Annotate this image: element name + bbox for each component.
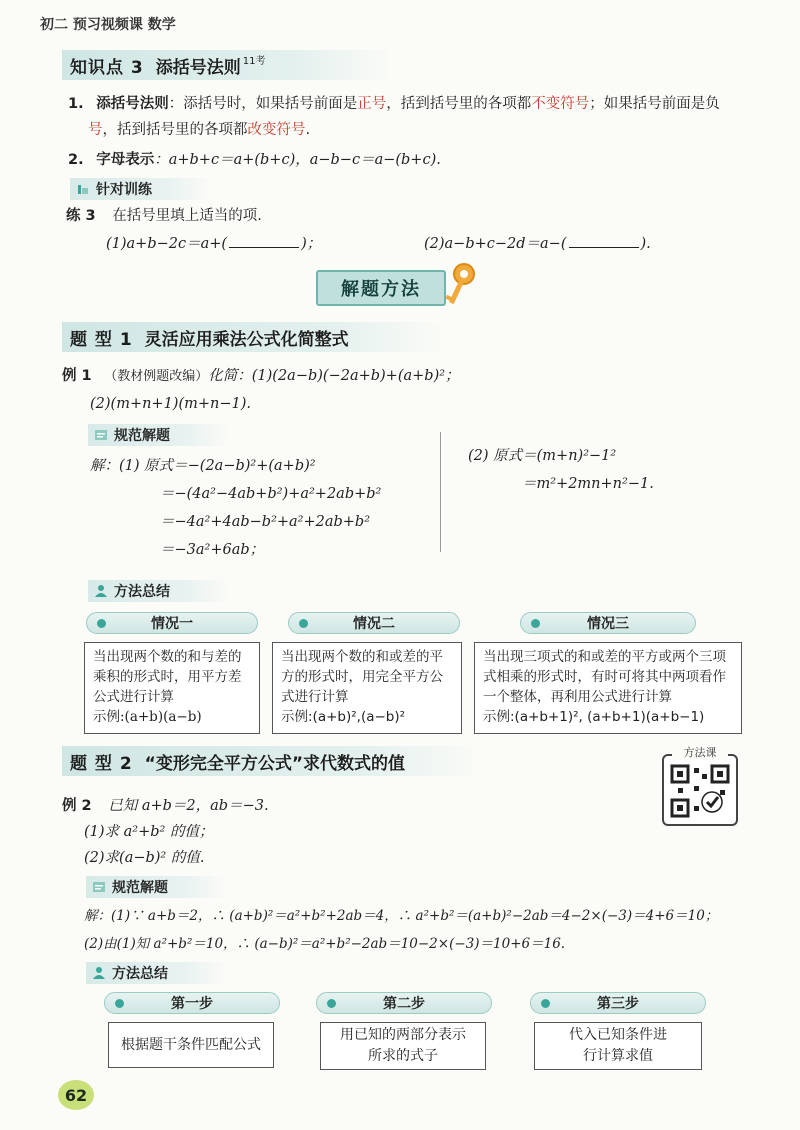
knowledge-point-bar bbox=[62, 50, 392, 80]
case-2-example: 示例:(a+b)²,(a−b)² bbox=[281, 709, 406, 725]
drill-q2 bbox=[424, 232, 651, 256]
rule-2-line bbox=[68, 148, 441, 172]
solution-tag-2 bbox=[86, 876, 226, 898]
type-1-bar bbox=[62, 322, 442, 352]
example-1-line-2: (2)(m+n+1)(m+n−1). bbox=[90, 396, 252, 412]
bullet-icon bbox=[115, 999, 124, 1008]
rule-1-text-e: . bbox=[305, 122, 311, 138]
knowledge-point-label: 知识点 3 bbox=[70, 57, 144, 78]
sol1-left-3: ＝−3a²+6ab； bbox=[160, 542, 265, 558]
drill-prompt: 在括号里填上适当的项. bbox=[112, 208, 262, 224]
case-1-example: 示例:(a+b)(a−b) bbox=[93, 709, 202, 725]
type-2-bar bbox=[62, 746, 482, 776]
type-1-label: 题 型 1 bbox=[70, 329, 133, 350]
keyword-positive: 正号 bbox=[357, 96, 387, 112]
case-3-example: 示例:(a+b+1)², (a+b+1)(a+b−1) bbox=[483, 709, 705, 725]
case-3-box bbox=[474, 642, 742, 734]
step-2-head bbox=[316, 992, 492, 1014]
example-2-label: 例 2 bbox=[62, 798, 92, 814]
step-2-title: 第二步 bbox=[383, 996, 425, 1012]
rule-1-line-2 bbox=[88, 118, 310, 142]
drill-tag bbox=[70, 178, 210, 200]
drill-label: 练 3 bbox=[66, 208, 96, 224]
step-1-head bbox=[104, 992, 280, 1014]
type-2-label: 题 型 2 bbox=[70, 753, 133, 774]
step-1-title: 第一步 bbox=[171, 996, 213, 1012]
sol1-right-1: ＝m²+2mn+n²−1. bbox=[522, 476, 654, 492]
drill-q1-close: )； bbox=[301, 236, 322, 252]
step-1-body: 根据题干条件匹配公式 bbox=[121, 1036, 261, 1053]
rule-1-line-1 bbox=[68, 92, 720, 116]
drill-q2-blank[interactable] bbox=[569, 234, 639, 248]
case-3-title: 情况三 bbox=[587, 616, 629, 632]
case-1-body: 当出现两个数的和与差的乘积的形式时，用平方差公式进行计算 bbox=[93, 649, 242, 705]
drill-q1-blank[interactable] bbox=[229, 234, 299, 248]
step-3-head bbox=[530, 992, 706, 1014]
qr-label: 方法课 bbox=[672, 744, 728, 760]
keyword-unchanged: 不变符号 bbox=[531, 96, 590, 112]
example-1-source: （教材例题改编） bbox=[104, 369, 209, 384]
sol2-line-1: (2)由(1)知 a²+b²＝10，∴ (a−b)²＝a²+b²−2ab＝10−2×(−3)＝10+6＝16. bbox=[84, 936, 566, 952]
type-1-title: 灵活应用乘法公式化简整式 bbox=[144, 329, 349, 350]
rule-2-formula: ：a+b+c＝a+(b+c)，a−b−c＝a−(b+c). bbox=[154, 152, 441, 168]
example-2-line-1 bbox=[62, 794, 269, 818]
bullet-icon bbox=[327, 999, 336, 1008]
rule-1-text-a: ：添括号时，如果括号前面是 bbox=[168, 96, 358, 112]
sol1-left-2: ＝−4a²+4ab−b²+a²+2ab+b² bbox=[160, 514, 371, 530]
rule-1-text-d: ，括到括号里的各项都 bbox=[102, 122, 248, 138]
bullet-icon bbox=[97, 619, 106, 628]
solution-title-1: 规范解题 bbox=[114, 428, 170, 444]
drill-q2-close: ). bbox=[640, 236, 651, 252]
rule-1-number: 1. bbox=[68, 96, 84, 112]
qr-code-icon bbox=[664, 756, 736, 824]
case-2-box bbox=[272, 642, 462, 734]
knowledge-point-title: 添括号法则 bbox=[155, 57, 241, 78]
bullet-icon bbox=[299, 619, 308, 628]
summary-title-2: 方法总结 bbox=[112, 966, 168, 982]
sol2-line-0: 解：(1)∵ a+b＝2，∴ (a+b)²＝a²+b²+2ab＝4，∴ a²+b²＝(a+b)²−2ab＝4−2×(−3)＝4+6＝10； bbox=[84, 908, 719, 924]
case-1-title: 情况一 bbox=[151, 616, 193, 632]
person-icon bbox=[94, 584, 108, 598]
running-header: 初二 预习视频课 数学 bbox=[40, 17, 176, 33]
sol1-right-0: (2) 原式＝(m+n)²−1² bbox=[468, 448, 617, 464]
step-3-box bbox=[534, 1022, 702, 1070]
drill-title: 针对训练 bbox=[96, 182, 152, 198]
case-1-box bbox=[84, 642, 260, 734]
exam-count-badge: 11考 bbox=[242, 55, 266, 67]
summary-tag-2 bbox=[86, 962, 226, 984]
example-1-task: 化简：(1)(2a−b)(−2a+b)+(a+b)²； bbox=[208, 368, 460, 384]
example-2-given: 已知 a+b＝2，ab＝−3. bbox=[108, 798, 269, 814]
step-2-body: 用已知的两部分表示所求的式子 bbox=[340, 1027, 466, 1064]
step-1-box bbox=[108, 1022, 274, 1068]
method-banner: 解题方法 bbox=[316, 270, 446, 306]
drill-q1 bbox=[106, 232, 321, 256]
page-number: 62 bbox=[58, 1080, 94, 1110]
drill-prompt-line bbox=[66, 204, 262, 228]
summary-tag-1 bbox=[88, 580, 228, 602]
rule-2-lead: 字母表示 bbox=[96, 152, 155, 168]
document-icon bbox=[92, 880, 106, 894]
rule-1-text-c: ；如果括号前面是负 bbox=[589, 96, 720, 112]
example-2-q1: (1)求 a²+b² 的值； bbox=[84, 824, 214, 840]
case-1-head bbox=[86, 612, 258, 634]
column-divider bbox=[440, 432, 441, 552]
step-3-body: 代入已知条件进行计算求值 bbox=[569, 1027, 667, 1064]
example-1-line-1 bbox=[62, 364, 460, 389]
step-2-box bbox=[320, 1022, 486, 1070]
step-3-title: 第三步 bbox=[597, 996, 639, 1012]
case-2-head bbox=[288, 612, 460, 634]
bullet-icon bbox=[541, 999, 550, 1008]
person-icon bbox=[92, 966, 106, 980]
drill-q2-text: (2)a−b+c−2d＝a−( bbox=[424, 236, 567, 252]
solution-title-2: 规范解题 bbox=[112, 880, 168, 896]
key-icon bbox=[440, 262, 480, 308]
qr-code[interactable] bbox=[662, 754, 738, 826]
example-2-q2: (2)求(a−b)² 的值. bbox=[84, 850, 205, 866]
example-1-label: 例 1 bbox=[62, 368, 92, 384]
rule-1-text-b: ，括到括号里的各项都 bbox=[386, 96, 532, 112]
keyword-negative-tail: 号 bbox=[88, 122, 103, 138]
drill-q1-text: (1)a+b−2c＝a+( bbox=[106, 236, 228, 252]
rule-2-number: 2. bbox=[68, 152, 84, 168]
case-3-head bbox=[520, 612, 696, 634]
drill-icon bbox=[76, 182, 90, 196]
type-2-title: “变形完全平方公式”求代数式的值 bbox=[144, 753, 406, 774]
case-2-body: 当出现两个数的和或差的平方的形式时，用完全平方公式进行计算 bbox=[281, 649, 443, 705]
solution-tag-1 bbox=[88, 424, 228, 446]
sol1-left-1: ＝−(4a²−4ab+b²)+a²+2ab+b² bbox=[160, 486, 382, 502]
case-2-title: 情况二 bbox=[353, 616, 395, 632]
sol1-left-0: 解：(1) 原式＝−(2a−b)²+(a+b)² bbox=[90, 458, 316, 474]
rule-1-lead: 添括号法则 bbox=[96, 96, 169, 112]
case-3-body: 当出现三项式的和或差的平方或两个三项式相乘的形式时，有时可将其中两项看作一个整体，再利用公式进行计算 bbox=[483, 649, 726, 705]
summary-title-1: 方法总结 bbox=[114, 584, 170, 600]
bullet-icon bbox=[531, 619, 540, 628]
keyword-changed: 改变符号 bbox=[247, 122, 306, 138]
document-icon bbox=[94, 428, 108, 442]
